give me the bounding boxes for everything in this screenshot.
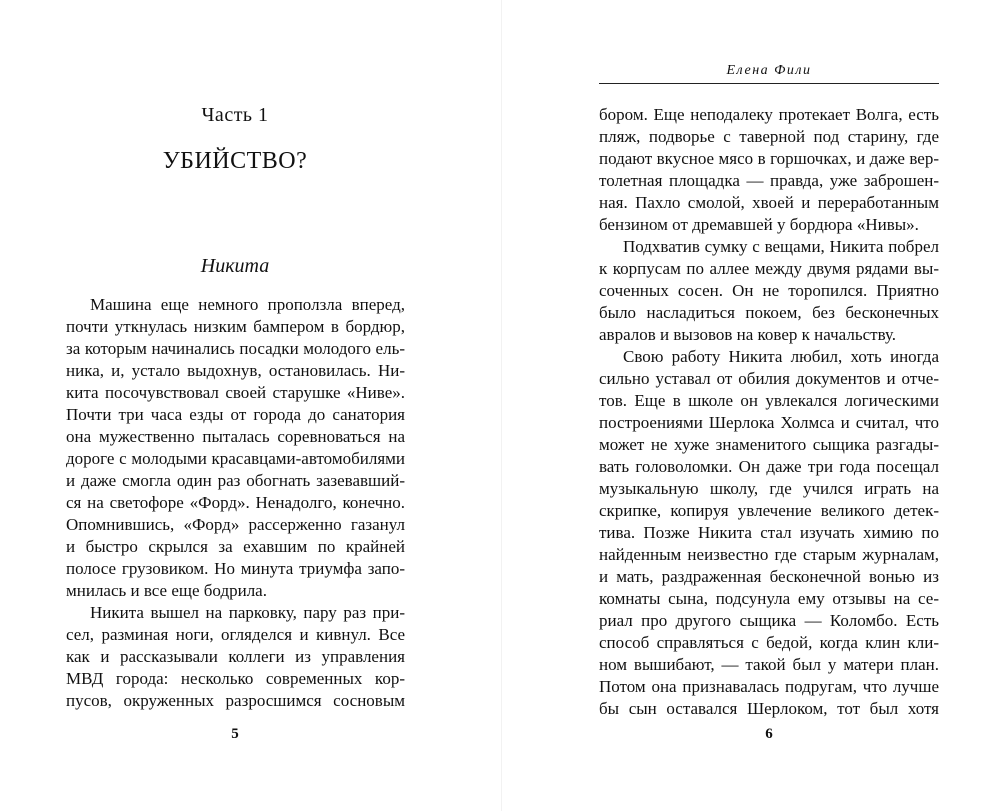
text-line: тов. Еще в школе он увлекался логическими [599,391,939,410]
text-line: за которым начинались посадки молодого ель- [66,339,405,358]
text-line: к корпусам по аллее между двумя рядами вы- [599,259,939,278]
text-line: Машина еще немного проползла вперед, [90,295,405,314]
text-line: кита посочувствовал своей старушке «Ниве». [66,383,405,402]
text-line: может не хуже знаменитого сыщика разгады- [599,435,939,454]
right-body-text [599,104,939,720]
text-line: ся на светофоре «Форд». Ненадолго, конечно. [66,493,405,512]
text-line: мнилась и все еще бодрила. [66,581,267,600]
text-line: построениями Шерлока Холмса и считал, что [599,413,939,432]
part-title: Часть 1 [201,104,269,126]
text-line: бензином от дремавшей у бордюра «Нивы». [599,215,919,234]
text-line: бором. Еще неподалеку протекает Волга, есть [599,105,939,124]
text-line: Опомнившись, «Форд» рассерженно газанул [66,515,405,534]
text-line: Свою работу Никита любил, хоть иногда [623,347,939,366]
text-line: музыкальную школу, где учился играть на [599,479,939,498]
text-line: бы сын оставался Шерлоком, тот был хотя [599,699,939,718]
text-line: сильно уставал от обилия документов и отче- [599,369,939,388]
text-line: ном вышибают, — такой был у матери план. [599,655,939,674]
text-line: и быстро скрылся за ехавшим по крайней [66,537,405,556]
text-line: и даже смогла один раз обогнать зазевавший- [66,471,405,490]
text-line: толетная площадка — правда, уже заброшен- [599,171,939,190]
text-line: и мать, раздраженная бесконечной вонью из [599,567,939,586]
right-page-number: 6 [765,726,773,742]
running-head: Елена Фили [726,63,812,78]
text-line: найденным неизвестно где старым журналам, [599,545,939,564]
text-line: соченных сосен. Он не торопился. Приятно [599,281,939,300]
text-line: Почти три часа езды от города до санатория [66,405,405,424]
chapter-title: УБИЙСТВО? [162,148,308,174]
section-title: Никита [200,255,270,277]
text-line: ная. Пахло смолой, хвоей и переработанным [599,193,939,212]
text-line: дороге с молодыми красавцами-автомобилями [66,449,405,468]
text-line: было насладиться покоем, без бесконечных [599,303,939,322]
text-line: почти уткнулась низким бампером в бордюр, [66,317,405,336]
header-rule [599,83,939,84]
text-line: пляж, подворье с таверной под старину, где [599,127,939,146]
text-line: она мужественно пыталась соревноваться на [66,427,405,446]
right-page [502,0,1004,811]
text-line: скрипке, копируя увлечение великого детек- [599,501,939,520]
text-line: подают вкусное мясо в горшочках, и даже вер- [599,149,939,168]
text-line: Потом она признавалась подругам, что лучше [599,677,939,696]
text-line: способ справляться с бедой, когда клин кли- [599,633,939,652]
left-body-text [66,294,405,712]
text-line: Никита вышел на парковку, пару раз при- [90,603,405,622]
text-line: комнаты сына, подсунула ему отзывы на се- [599,589,939,608]
text-line: авралов и вызовов на ковер к начальству. [599,325,897,344]
text-line: тива. Позже Никита стал изучать химию по [599,523,939,542]
text-line: сел, разминая ноги, огляделся и кивнул. Все [66,625,405,644]
text-line: как и рассказывали коллеги из управления [66,647,405,666]
text-line: Подхватив сумку с вещами, Никита побрел [623,237,939,256]
text-line: ника, и, устало выдохнув, остановилась. Ни- [66,361,405,380]
left-page-number: 5 [231,726,239,742]
text-line: риал про другого сыщика — Коломбо. Есть [599,611,939,630]
text-line: МВД города: несколько современных кор- [66,669,405,688]
text-line: пусов, окруженных разросшимся сосновым [66,691,405,710]
text-line: полосе грузовиком. Но минута триумфа запо- [66,559,405,578]
text-line: вать головоломки. Он даже три года посещал [599,457,939,476]
